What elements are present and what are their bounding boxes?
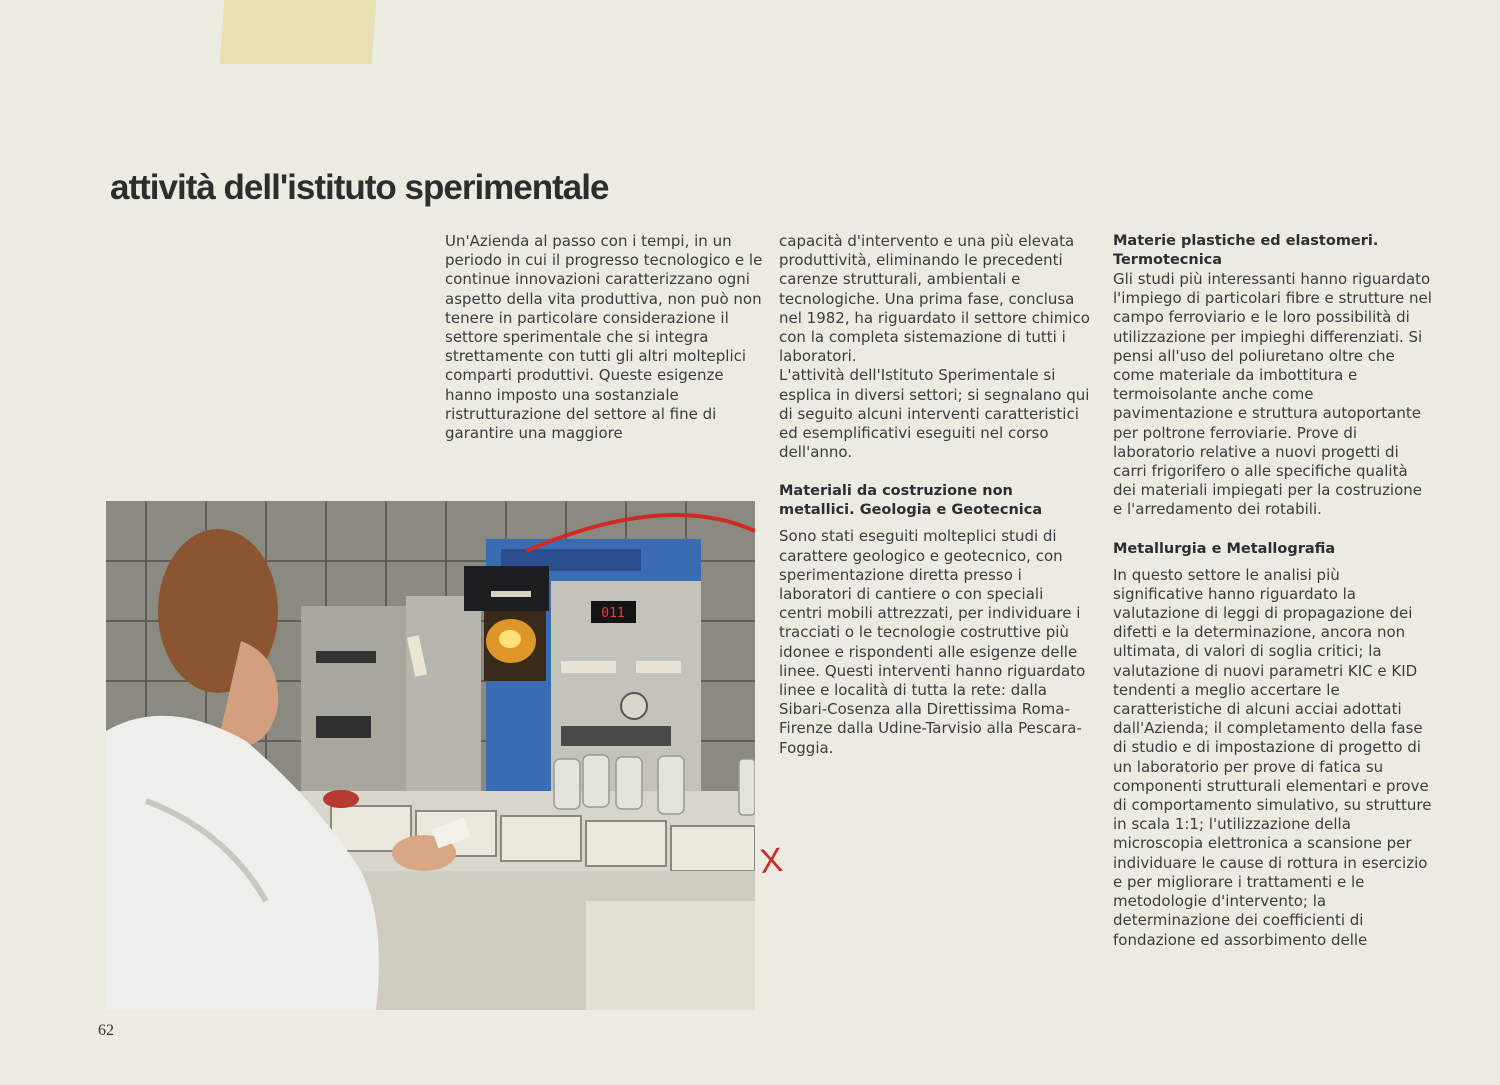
section-heading-materie-plastiche: Materie plastiche ed elastomeri. Termotecnica: [1113, 233, 1379, 268]
text-column-2: [779, 232, 1091, 758]
laboratory-photo: [106, 501, 755, 1010]
margin-mark: X: [758, 840, 785, 882]
text-column-1: [445, 232, 765, 443]
page-number: 62: [98, 1022, 114, 1039]
activity-paragraph: L'attività dell'Istituto Sperimentale si esplica in diversi settori; si segnalano qui di seguito alcuni interventi caratteristici ed esemplificativi eseguiti nel corso dell'anno.: [779, 366, 1090, 462]
section-text-materiali: Sono stati eseguiti molteplici studi di carattere geologico e geotecnico, con sperimentazione diretta presso i laboratori di cantiere o con speciali centri mobili attrezzati, per individuare i tracciati o le tecnologie costruttive più idonee e rispondenti alle esigenze delle linee. Questi interventi hanno riguardato linee e località di tutta la rete: dalla Sibari-Cosenza alla Direttissima Roma-Firenze dalla Udine-Tarvisio alla Pescara-Foggia.: [779, 527, 1086, 757]
section-text-materie-plastiche: Gli studi più interessanti hanno riguardato l'impiego di particolari fibre e strutture nel campo ferroviario e le loro possibilità di utilizzazione per impieghi differenziati. Si pensi all'uso del poliuretano oltre che come materiale da imbottitura e termoisolante anche come pavimentazione e struttura autoportante per poltrone ferroviarie. Prove di laboratorio relative a nuovi progetti di carri frigorifero o alle specifiche qualità dei materiali impiegati per la costruzione e l'arredamento dei rotabili.: [1113, 270, 1432, 519]
text-column-3: [1113, 232, 1433, 950]
section-text-metallurgia: In questo settore le analisi più significative hanno riguardato la valutazione di leggi di propagazione dei difetti e la determinazione, ancora non ultimata, di valori di soglia critici; la valutazione di nuovi parametri KIC e KID tendenti a meglio accertare le caratteristiche di alcuni acciai adottati dall'Azienda; il completamento della fase di studio e di impostazione di progetto di un laboratorio per prove di fatica su componenti strutturali elementari e prove di comportamento simulativo, su strutture in scala 1:1; l'utilizzazione della microscopia elettronica a scansione per individuare le cause di rottura in esercizio e per migliorare i trattamenti e le metodologie d'intervento; la determinazione dei coefficienti di fondazione ed assorbimento delle: [1113, 565, 1432, 949]
page-title: attività dell'istituto sperimentale: [110, 168, 609, 207]
intro-paragraph: Un'Azienda al passo con i tempi, in un periodo in cui il progresso tecnologico e le continue innovazioni caratterizzano ogni aspetto della vita produttiva, non può non tenere in particolare considerazione il settore sperimentale che si integra strettamente con tutti gli altri molteplici comparti produttivi. Queste esigenze hanno imposto una sostanziale ristrutturazione del settore al fine di garantire una maggiore: [445, 232, 763, 443]
section-materiali: [779, 482, 1091, 757]
section-heading-materiali: Materiali da costruzione non metallici. Geologia e Geotecnica: [779, 483, 1043, 519]
tape-strip: [220, 0, 376, 64]
section-heading-metallurgia: Metallurgia e Metallografia: [1113, 540, 1336, 557]
section-materie-plastiche: [1113, 232, 1433, 520]
display-readout: 011: [601, 606, 625, 621]
continuation-paragraph: capacità d'intervento e una più elevata produttività, eliminando le precedenti carenze strutturali, ambientali e tecnologiche. Una prima fase, conclusa nel 1982, ha riguardato il settore chimico con la completa sistemazione di tutti i laboratori.: [779, 232, 1090, 366]
section-metallurgia: [1113, 540, 1433, 950]
